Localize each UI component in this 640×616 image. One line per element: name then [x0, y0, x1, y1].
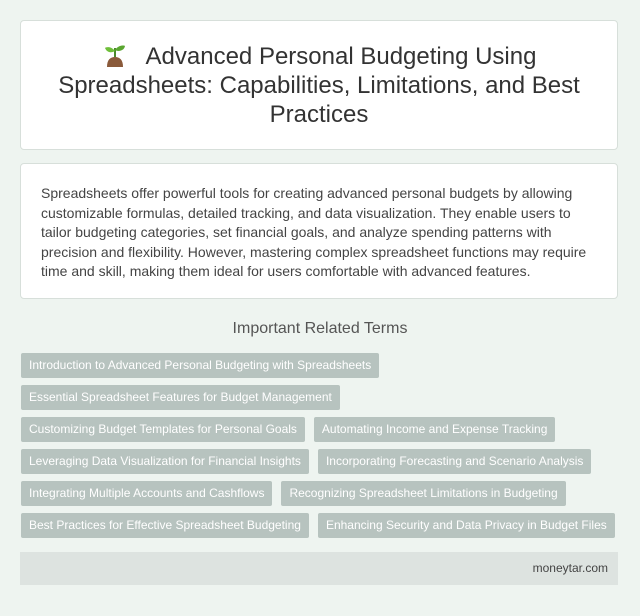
term-row [21, 417, 621, 442]
footer [20, 552, 618, 585]
term-row [21, 385, 621, 410]
term-tag[interactable]: Introduction to Advanced Personal Budgeting with Spreadsheets [21, 353, 379, 378]
term-row [21, 481, 621, 506]
term-tag[interactable]: Integrating Multiple Accounts and Cashflows [21, 481, 272, 506]
term-row [21, 449, 621, 474]
summary-text: Spreadsheets offer powerful tools for creating advanced personal budgets by allowing customizable formulas, detailed tracking, and data visualization. They enable users to tailor budgeting categories, set financial goals, and analyze spending patterns with precision and flexibility. However, mastering complex spreadsheet functions may require time and skill, making them ideal for users comfortable with advanced features. [41, 185, 587, 280]
related-terms-heading: Important Related Terms [232, 320, 408, 337]
summary-card [20, 163, 618, 299]
related-terms-list [21, 353, 621, 545]
term-tag[interactable]: Leveraging Data Visualization for Financial Insights [21, 449, 309, 474]
title-card [20, 20, 618, 150]
term-row [21, 353, 621, 378]
term-tag[interactable]: Enhancing Security and Data Privacy in Budget Files [318, 513, 615, 538]
term-row [21, 513, 621, 538]
term-tag[interactable]: Incorporating Forecasting and Scenario Analysis [318, 449, 591, 474]
term-tag[interactable]: Best Practices for Effective Spreadsheet Budgeting [21, 513, 309, 538]
term-tag[interactable]: Recognizing Spreadsheet Limitations in Budgeting [281, 481, 565, 506]
term-tag[interactable]: Customizing Budget Templates for Personal Goals [21, 417, 305, 442]
footer-site-link[interactable]: moneytar.com [532, 561, 608, 575]
page-title-text: Advanced Personal Budgeting Using Spreadsheets: Capabilities, Limitations, and Best Practices [58, 42, 580, 128]
page-title [45, 42, 593, 129]
seedling-icon [102, 42, 128, 68]
term-tag[interactable]: Automating Income and Expense Tracking [314, 417, 555, 442]
term-tag[interactable]: Essential Spreadsheet Features for Budget Management [21, 385, 340, 410]
